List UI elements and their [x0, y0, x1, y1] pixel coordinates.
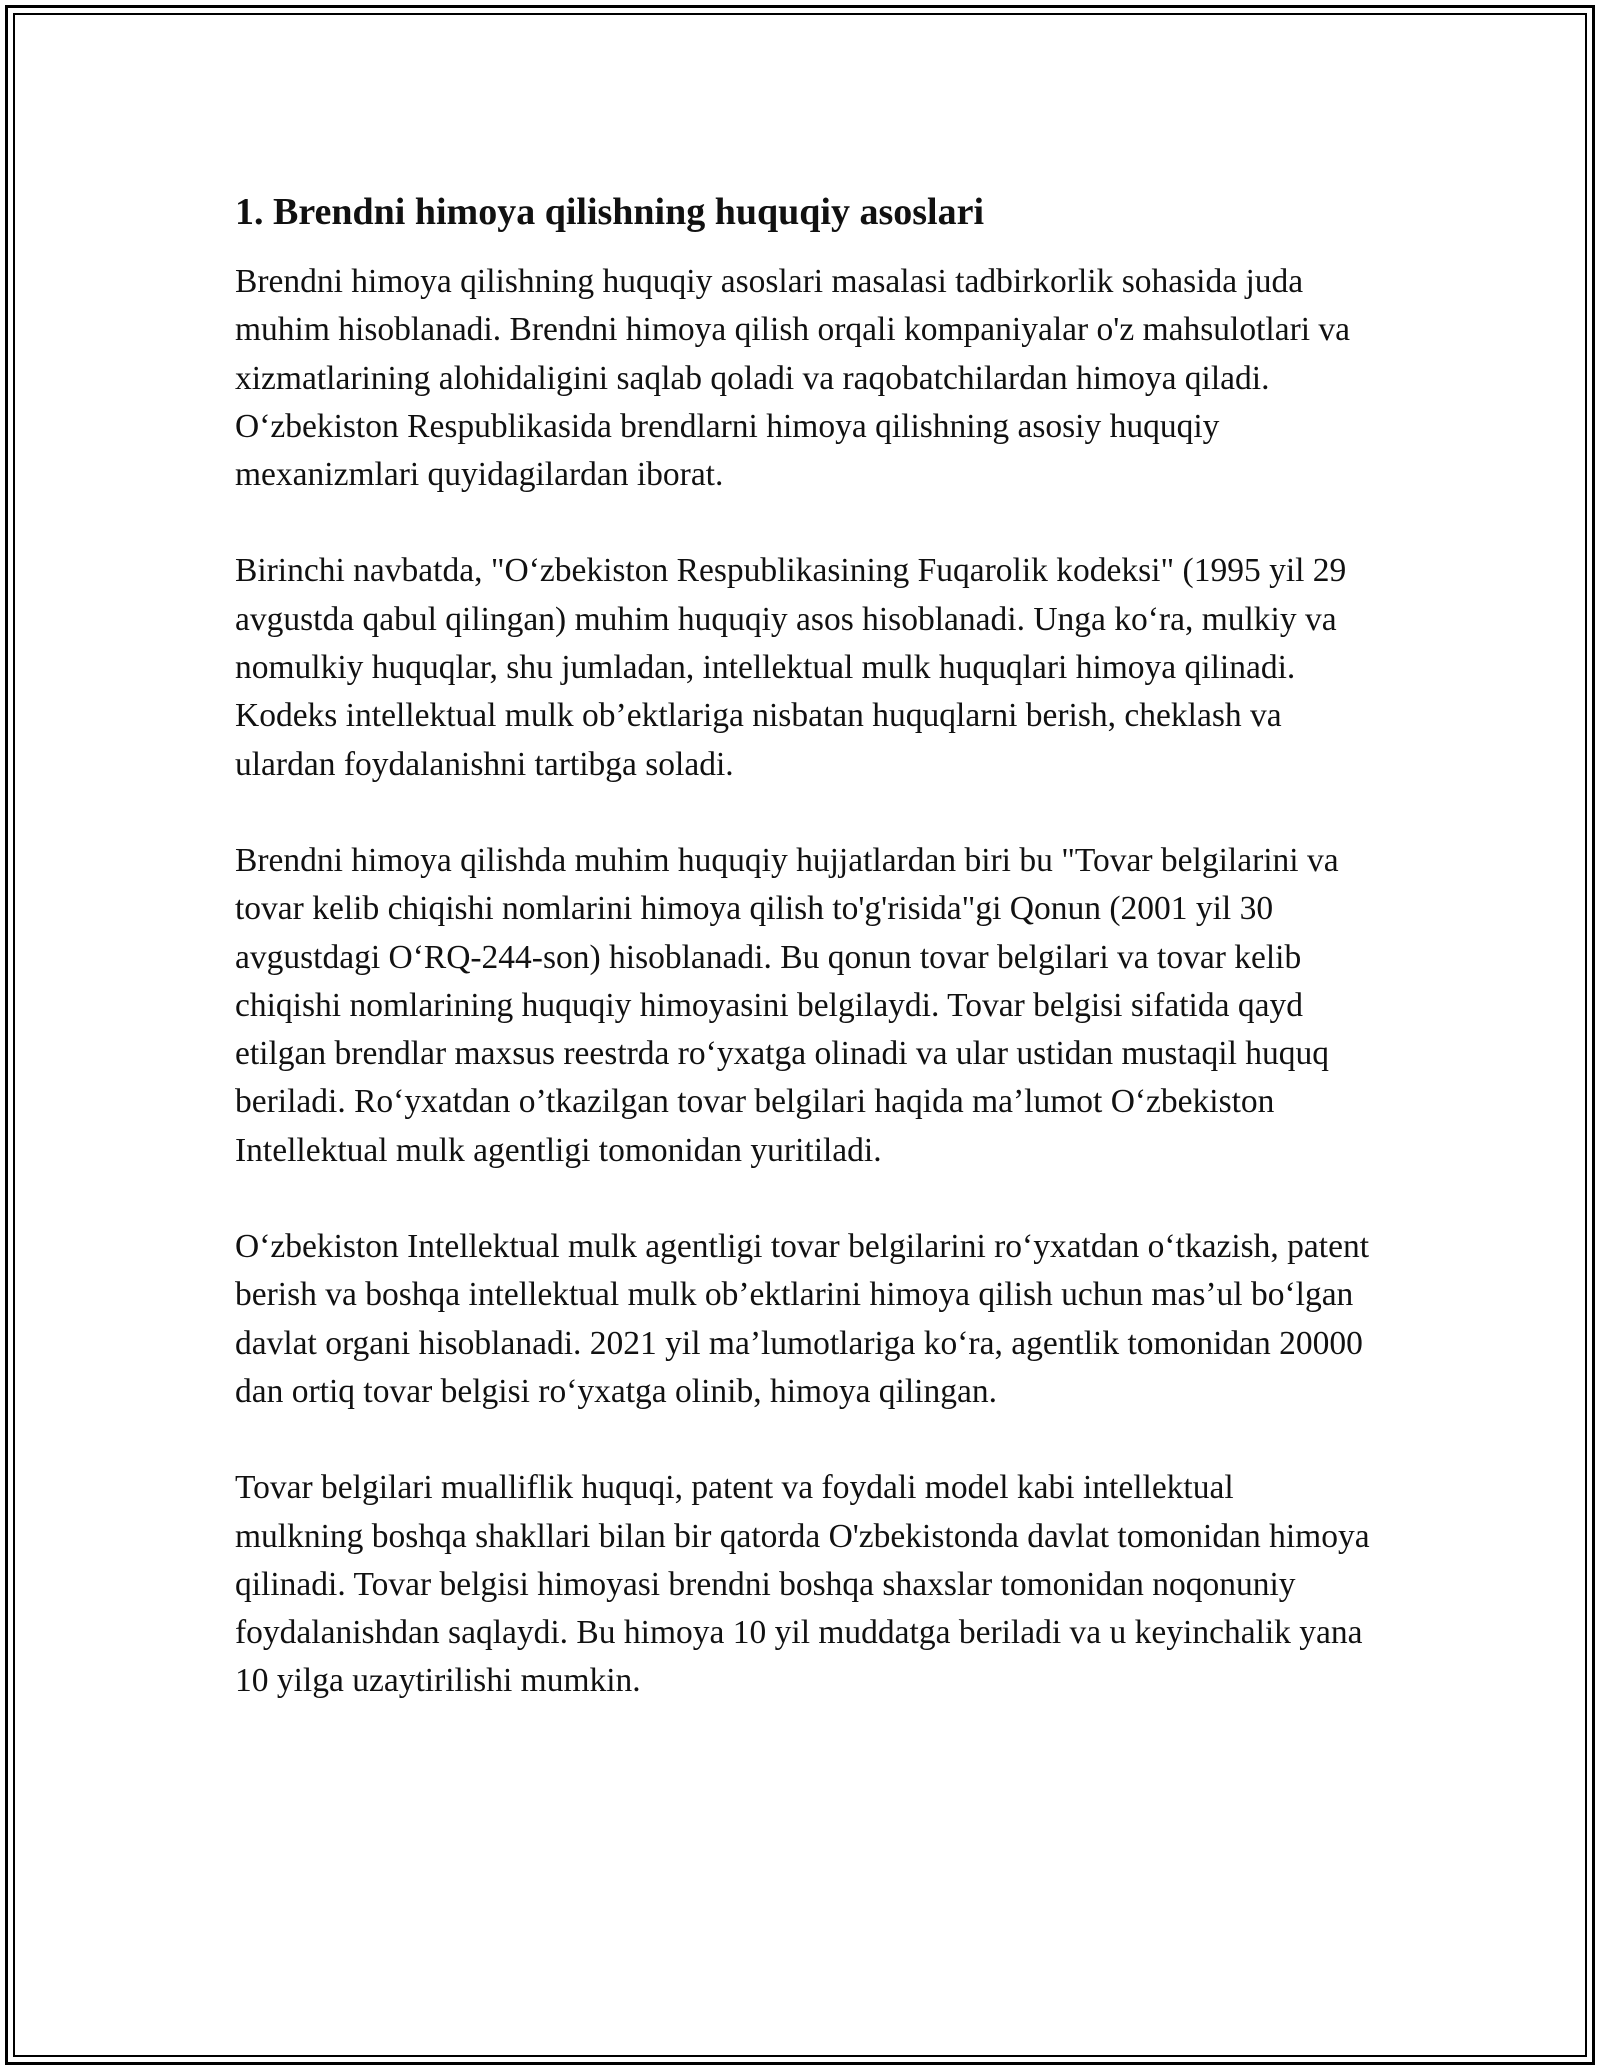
- paragraph-civil-code: Birinchi navbatda, "O‘zbekiston Respublikasining Fuqarolik kodeksi" (1995 yil 29 avgustda qabul qilingan) muhim huquqiy asos hisoblanadi. Unga ko‘ra, mulkiy va nomulkiy huquqlar, shu jumladan, intellektual mulk huquqlari himoya qilinadi. Kodeks intellektual mulk ob’ektlariga nisbatan huquqlarni berish, cheklash va ulardan foydalanishni tartibga soladi.: [235, 552, 1347, 783]
- paragraph-protection-term: Tovar belgilari mualliflik huquqi, patent va foydali model kabi intellektual mulkning boshqa shakllari bilan bir qatorda O'zbekistonda davlat tomonidan himoya qilinadi. Tovar belgisi himoyasi brendni boshqa shaxslar tomonidan noqonuniy foydalanishdan saqlaydi. Bu himoya 10 yil muddatga beriladi va u keyinchalik yana 10 yilga uzaytirilishi mumkin.: [235, 1469, 1370, 1700]
- paragraph-trademark-law: Brendni himoya qilishda muhim huquqiy hujjatlardan biri bu "Tovar belgilarini va tovar kelib chiqishi nomlarini himoya qilish to'g'risida"gi Qonun (2001 yil 30 avgustdagi O‘RQ-244-son) hisoblanadi. Bu qonun tovar belgilari va tovar kelib chiqishi nomlarining huquqiy himoyasini belgilaydi. Tovar belgisi sifatida qayd etilgan brendlar maxsus reestrda ro‘yxatga olinadi va ular ustidan mustaqil huquq beriladi. Ro‘yxatdan o’tkazilgan tovar belgilari haqida ma’lumot O‘zbekiston Intellektual mulk agentligi tomonidan yuritiladi.: [235, 841, 1339, 1169]
- section-heading: 1. Brendni himoya qilishning huquqiy asoslari: [235, 191, 985, 233]
- document-body: [235, 186, 1370, 1754]
- paragraph-ip-agency: O‘zbekiston Intellektual mulk agentligi tovar belgilarini ro‘yxatdan o‘tkazish, patent berish va boshqa intellektual mulk ob’ektlarini himoya qilish uchun mas’ul bo‘lgan davlat organi hisoblanadi. 2021 yil ma’lumotlariga ko‘ra, agentlik tomonidan 20000 dan ortiq tovar belgisi ro‘yxatga olinib, himoya qilingan.: [235, 1228, 1370, 1410]
- paragraph-intro: Brendni himoya qilishning huquqiy asoslari masalasi tadbirkorlik sohasida juda muhim hisoblanadi. Brendni himoya qilish orqali kompaniyalar o'z mahsulotlari va xizmatlarining alohidaligini saqlab qoladi va raqobatchilardan himoya qiladi. O‘zbekiston Respublikasida brendlarni himoya qilishning asosiy huquqiy mexanizmlari quyidagilardan iborat.: [235, 263, 1351, 494]
